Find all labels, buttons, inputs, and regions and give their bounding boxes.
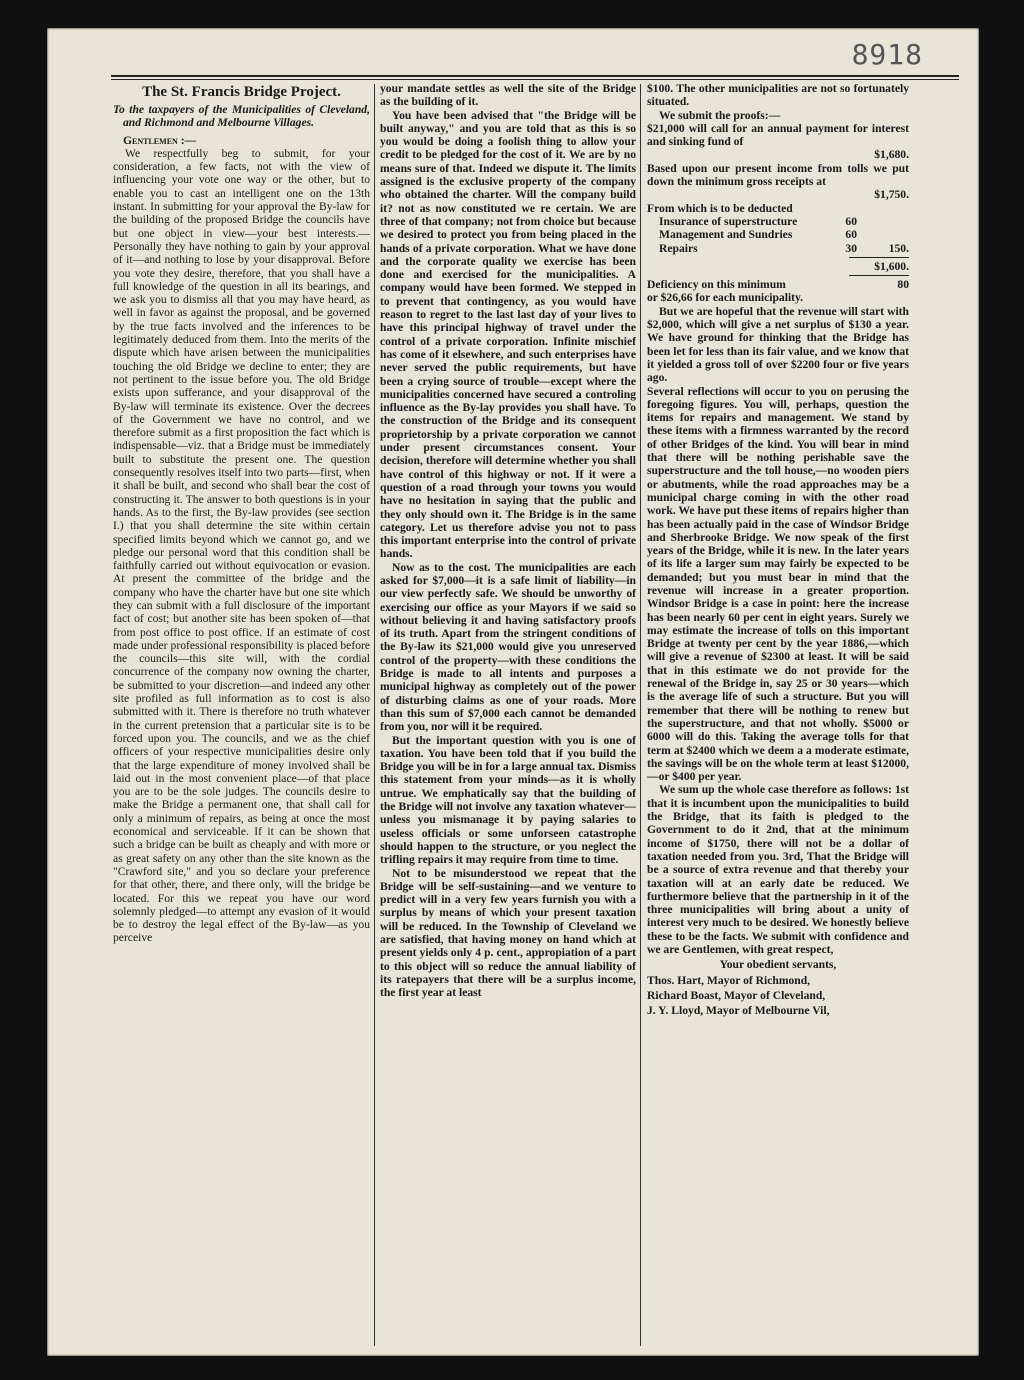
paragraph: Not to be misunderstood we repeat that the Bridge will be self-sustaining—and we venture to predict will in a very few years furnish you with a surplus by means of which your present taxation will be reduced. In the Township of Cleveland we are satisfied, that having money on hand which at present yields only 4 p. cent., appropiation of a part to this object will so reduce the annual liability of its ratepayers that there will be a surplus income, the first year at least [380, 866, 636, 1000]
figure-row [647, 148, 909, 161]
paragraph: You have been advised that "the Bridge will be built anyway," and you are told that as this is so you would be doing a foolish thing to allow your credit to be pledged for the cost of it. We are by no means sure of that. Indeed we dispute it. The limits assigned is the exclusive property of the company who obtained the charter. Will the company build it? not as now constituted we re certain. We are three of that company; not from choice but because we desired to protect you from being placed in the hands of a private corporation. What we have done and the corporate quality we exercise has been done and exercised for the municipalities. A company would have been formed. We stepped in to prevent that contingency, as you would have reason to regret to the last last day of your lives to have this principal highway of travel under the control of a private corporation. Infinite mischief has come of it elsewhere, and such enterprises have never served the public requirements, but have been a crying source of trouble—except where the municipalities concerned have secured a controling influence as the By-lay provides you shall have. To the construction of the Bridge and its consequent proprietorship by a private corporation we cannot under present circumstances consent. Your decision, therefore will determine whether you shall have control of this highway or not. If it were a question of a road through your towns you would have no hesitation in saying that the public and they only should own it. The Bridge is in the same category. Let us therefore advise you not to pass this important enterprise into the control of private hands. [380, 108, 636, 561]
salutation: Gentlemen :— [123, 133, 197, 147]
payment-line: $21,000 will call for an annual payment for interest and sinking fund of [647, 121, 909, 149]
newspaper-sheet [47, 28, 979, 1356]
payment-amount: $1,680. [874, 148, 909, 162]
paragraph: $100. The other municipalities are not so fortunately situated. [647, 82, 909, 109]
deduction-total: 150. [888, 241, 909, 255]
deficiency-amount: 80 [897, 278, 909, 292]
total-rule [849, 257, 909, 258]
column-separator [374, 84, 375, 1346]
receipts-line: Based upon our present income from tolls we put down the minimum gross receipts at [647, 161, 909, 189]
deficiency-label: Deficiency on this minimum [647, 278, 786, 292]
deduction-label: Insurance of superstructure [659, 214, 798, 228]
column-2 [380, 82, 636, 1344]
deficiency-row [647, 278, 909, 291]
column-separator [640, 84, 641, 1346]
deduction-label: Management and Sundries [659, 228, 793, 242]
deduction-amount: 60 [845, 228, 857, 242]
article-address: To the taxpayers of the Municipalities of Cleveland, and Richmond and Melbourne Villages. [113, 103, 370, 130]
deduction-label: Repairs [659, 241, 698, 255]
total-rule [849, 275, 909, 276]
paragraph: We sum up the whole case therefore as follows: 1st that it is incumbent upon the municipalities to build the Bridge, that its faith is pledged to the Government to do it 2nd, that at the minimum income of $1750, there will not be a dollar of taxation needed from you. 3rd, That the Bridge will be a source of extra revenue and that thereby your taxation will at an early date be reduced. We furthermore believe that the partnership in it of the three municipalities will bring about a unity of interest very much to be desired. We honestly believe these to be the facts. We submit with confidence and we are Gentlemen, with great respect, [647, 783, 909, 956]
proofs-intro: We submit the proofs:— [659, 108, 781, 122]
deduction-amount: 30 [845, 241, 857, 255]
signature-line: J. Y. Lloyd, Mayor of Melbourne Vil, [647, 1004, 830, 1018]
figure-row [647, 260, 909, 273]
deduction-amount: 60 [845, 214, 857, 228]
figure-row [647, 188, 909, 201]
article-title: The St. Francis Bridge Project. [142, 84, 341, 100]
paragraph: Now as to the cost. The municipalities are each asked for $7,000—it is a safe limit of liability—in our view perfectly safe. We should be unworthy of exercising our office as your Mayors if we said so without believing it and having satisfactory proofs of its truth. Apart from the stringent conditions of the By-law its $21,000 would give you unreserved control of the property—with these conditions the Bridge is made to all intents and purposes a municipal highway as completely out of the power of disturbing claims as one of your roads. More than this sum of $7,000 each cannot be demanded from you, nor will it be required. [380, 560, 636, 734]
paragraph: your mandate settles as well the site of the Bridge as the building of it. [380, 82, 636, 109]
column-1 [113, 82, 370, 1344]
deduction-row [647, 215, 909, 228]
deduction-row [647, 242, 909, 255]
header-rule [111, 75, 959, 77]
header-rule-thin [111, 79, 959, 80]
deficiency-note: or $26,66 for each municipality. [647, 291, 804, 305]
paragraph: Several reflections will occur to you on perusing the foregoing figures. You will, perhaps, question the items for repairs and management. We stand by these items with a firmness warranted by the record of other Bridges of the kind. You will bear in mind that there will be nothing perishable save the superstructure and the toll house,—no wooden piers or abutments, while the road approaches may be a municipal charge coming in with the other road work. We have put these items of repairs higher than has been actually paid in the case of Windsor Bridge and Sherbrooke Bridge. We now speak of the first years of the Bridge, while it is new. In the later years of its life a larger sum may fairly be expected to be demanded; but you must bear in mind that the revenue will increase in a greater proportion. Windsor Bridge is a case in point: here the increase has been nearly 60 per cent in eight years. Surely we may estimate the increase of tolls on this important Bridge at twenty per cent by the year 1886,—which will give a revenue of $2300 at least. It will be said that in this estimate we do not provide for the renewal of the Bridge in, say 25 or 30 years—which is the average life of such a structure. But you will remember that there will be nothing to renew but the superstructure, and that not wholly. $5000 or 6000 will do this. Taking the average tolls for that term at $2400 which we deem a a moderate estimate, the savings will be on the whole term at least $12000,—or $400 per year. [647, 384, 909, 784]
signature-line: Richard Boast, Mayor of Cleveland, [647, 988, 826, 1002]
column-3 [647, 82, 909, 1344]
receipts-amount: $1,750. [874, 188, 909, 202]
paragraph: We respectfully beg to submit, for your consideration, a few facts, not with the view of influencing your vote one way or the other, but to enable you to cast an intelligent one on the 13th instant. In submitting for your approval the By-law for the building of the proposed Bridge the councils have but one object in view—your best interests.—Personally they have nothing to gain by your approval of it—and nothing to lose by your disapproval. Before you vote they desire, therefore, that you shall have a full knowledge of the question in all its bearings, and we ask you to dismiss all that you may have heard, as well in favor as against the proposal, and be governed by the true facts involved and the inferences to be legitimately deduced from them. Into the merits of the dispute which have arisen between the municipalities touching the old Bridge we decline to enter; they are not pertinent to the issue before you. The old Bridge exists upon sufferance, and your disapproval of the By-law will terminate its existence. Over the decrees of the Government we have no control, and we therefore submit as a first proposition the fact which is indispensable—viz. that a Bridge must be immediately built to substitute the present one. The question consequently resolves itself into two parts—first, when it shall be built, and second who shall bear the cost of constructing it. The answer to both questions is in your hands. As to the first, the By-law provides (see section I.) that you shall determine the site within certain specified limits beyond which we cannot go, and we pledge our personal word that this condition shall be faithfully carried out without equivocation or evasion. At present the committee of the bridge and the company who have the charter have but one site which they can submit with a full disclosure of the important fact of cost; but another site has been spoken of—that from post office to post office. If an estimate of cost made under professional responsibility is placed before the councils—this site will, with the cordial concurrence of the company now owning the charter, be submitted to your discretion—and indeed any other site profiled as full information as to cost is also submitted with it. There is therefore no truth whatever in the current pretension that a particular site is to be forced upon you. The councils, and we as the chief officers of your respective municipalities desire only that the large expenditure of money involved shall be laid out in the most convenient place—of that place you are to be the sole judges. The councils desire to make the Bridge a permanent one, that shall call for only a minimum of repairs, as being at once the most economical and serviceable. If it can be shown that such a bridge can be built as cheaply and with more or as great safety on any other than the site known as the "Crawford site," and you so declare your preference for that other, there, and there only, will the bridge be located. For this we repeat you have our word solemnly pledged—to attempt any evasion of it would be to destroy the legal effect of the By-law—as you perceive [113, 146, 370, 945]
deducted-line: From which is to be deducted [647, 201, 793, 215]
subtotal-amount: $1,600. [874, 259, 909, 273]
signature-line: Thos. Hart, Mayor of Richmond, [647, 973, 811, 987]
archive-stamp: 8918 [851, 38, 923, 71]
closing-line: Your obedient servants, [719, 958, 837, 972]
deduction-row [647, 228, 909, 241]
paragraph: But the important question with you is one of taxation. You have been told that if you build the Bridge you will be in for a large annual tax. Dismiss this statement from your minds—as it is wholly untrue. We emphatically say that the building of the Bridge will not involve any taxation whatever—unless you mismanage it by paying salaries to useless officials or some unforseen catastrophe should happen to the structure, or you neglect the trifling repairs it may require from time to time. [380, 733, 636, 867]
paragraph: But we are hopeful that the revenue will start with $2,000, which will give a net surplus of $130 a year. We have ground for thinking that the Bridge has been let for less than its fair value, and we know that it yielded a gross toll of over $2200 four or five years ago. [647, 304, 909, 385]
